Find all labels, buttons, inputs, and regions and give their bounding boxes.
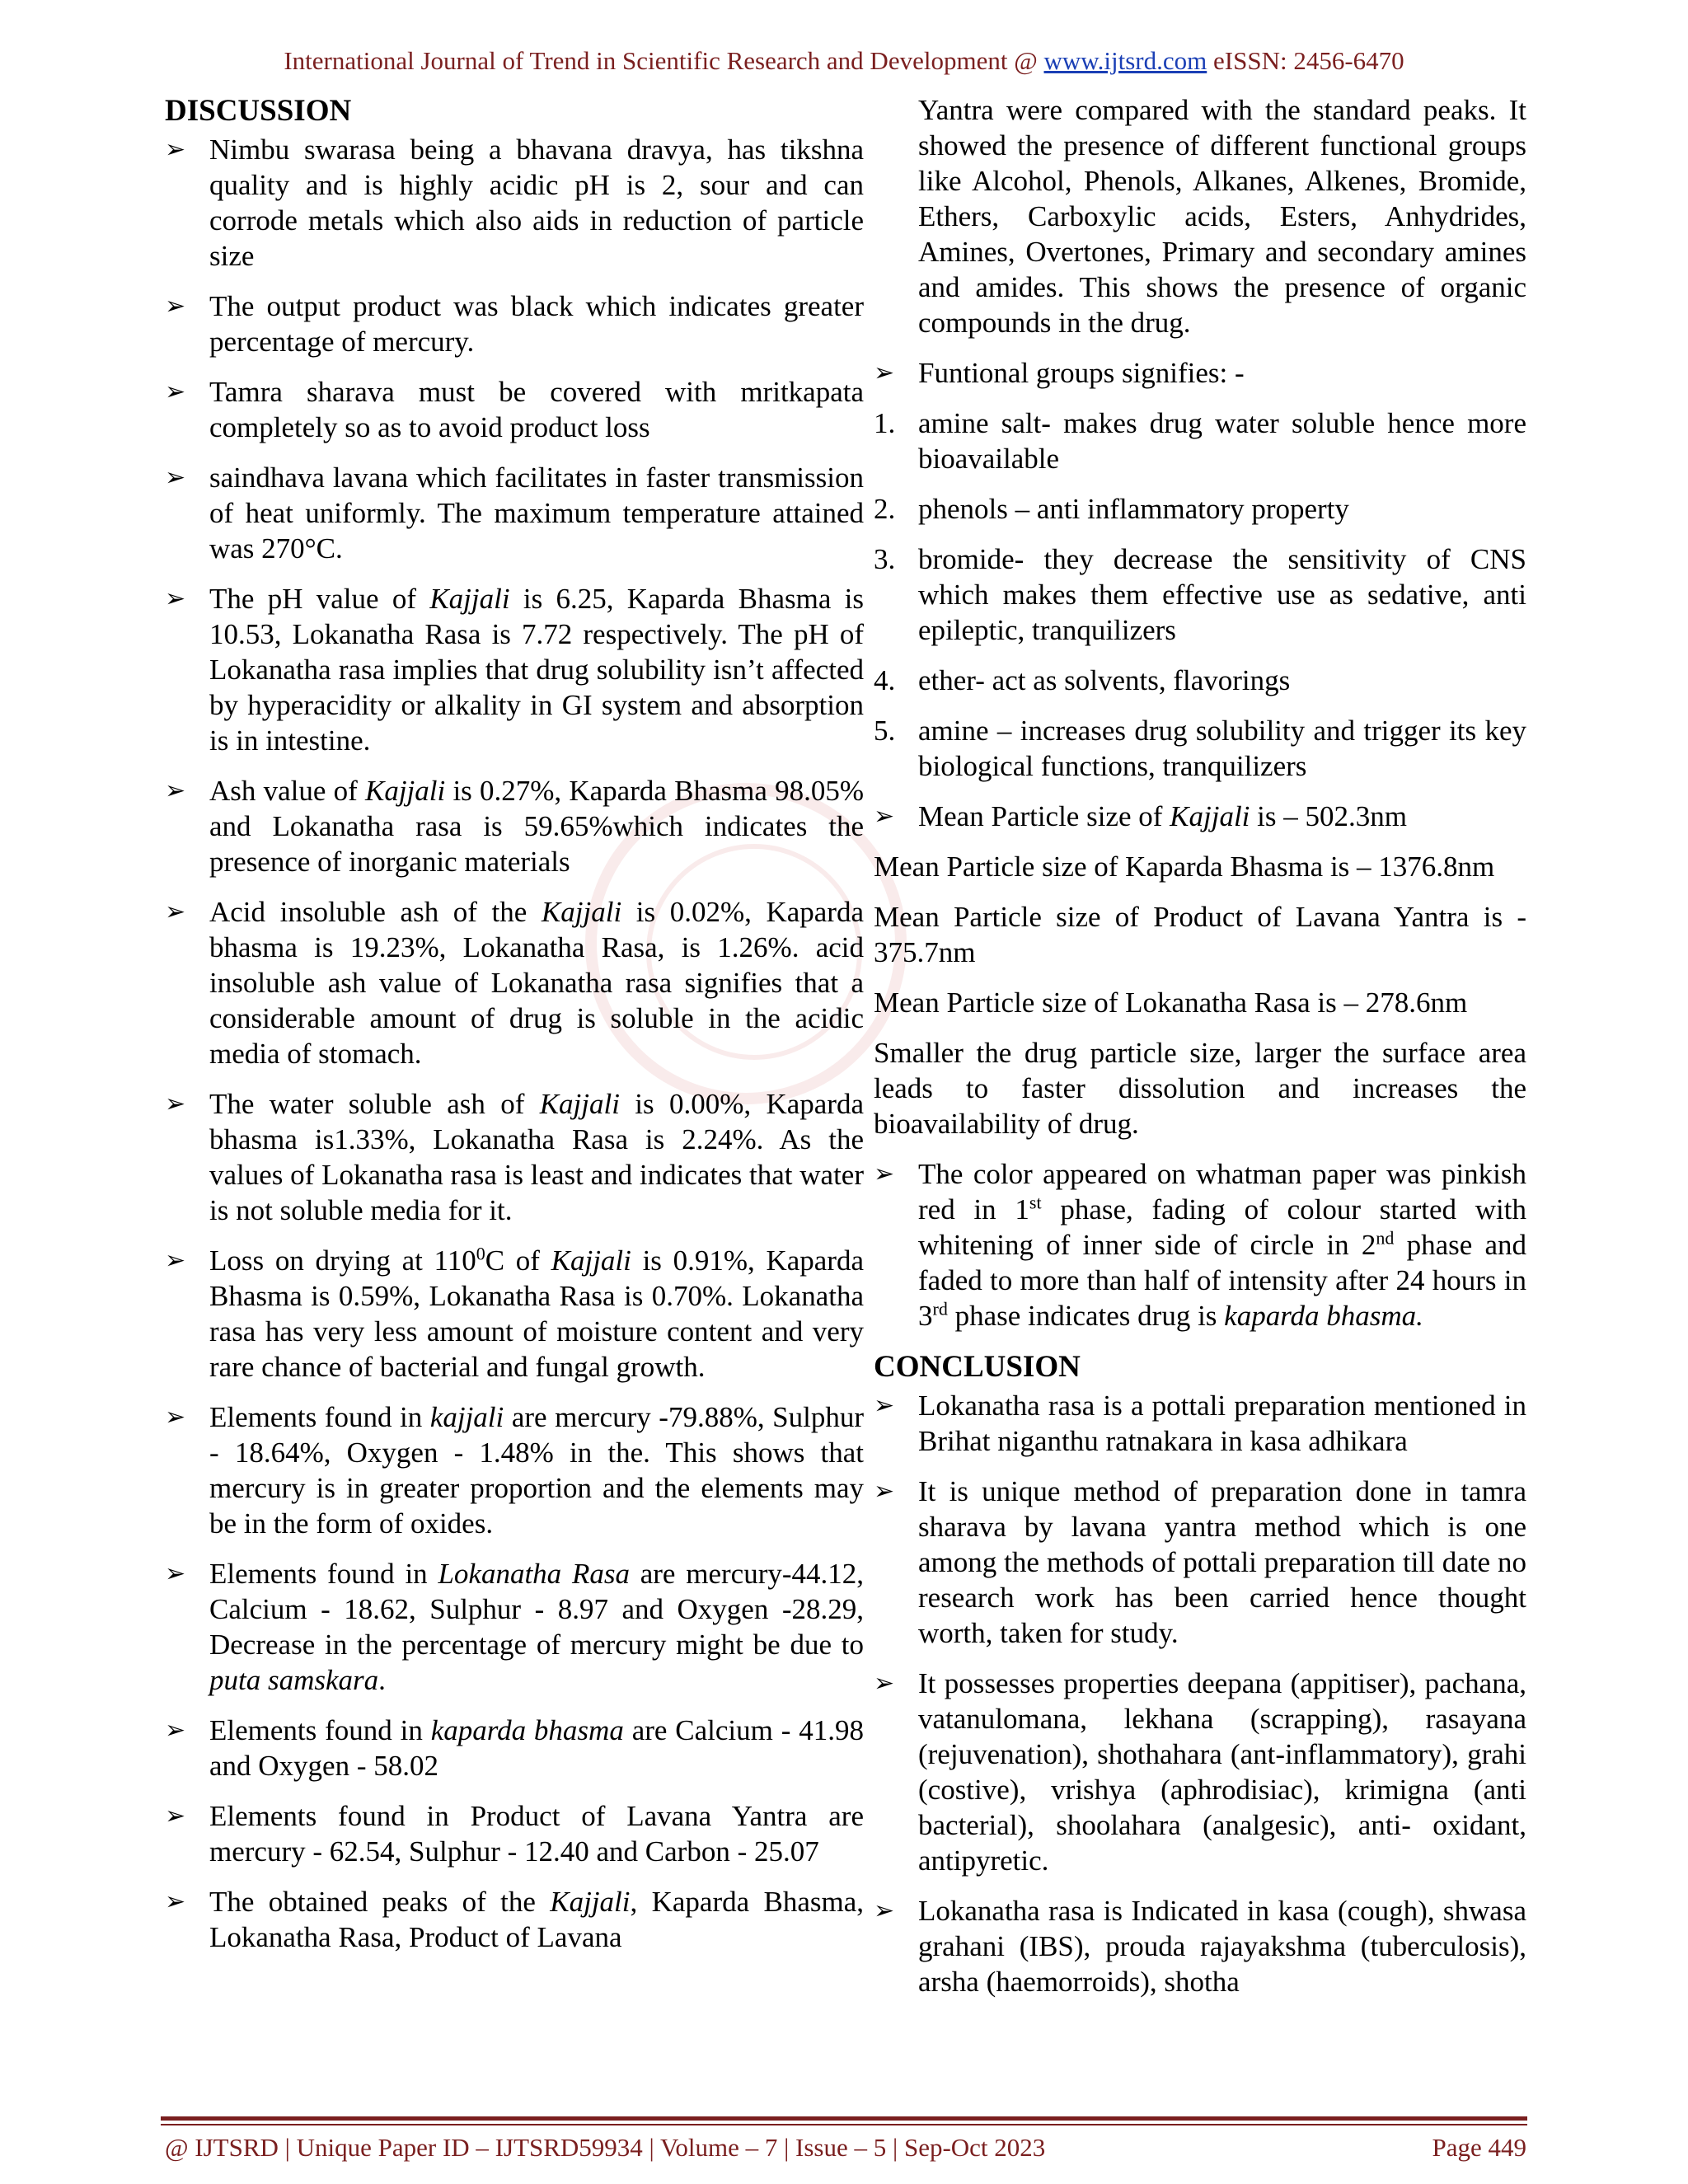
- footer-divider: [161, 2116, 1527, 2121]
- continued-paragraph: Yantra were compared with the standard peaks. It showed the presence of different functional groups like Alcohol, Phenols, Alkanes, Alkenes, Bromide, Ethers, Carboxylic acids, Esters, Anhydrides, Amines, Overtones, Primary and secondary amines and amides. This shows the presence of organic compounds in the drug.: [918, 94, 1526, 339]
- footer-divider-thin: [161, 2124, 1527, 2125]
- list-item: ➢ Lokanatha rasa is Indicated in kasa (cough), shwasa grahani (IBS), prouda rajayakshma (tuberculosis), arsha (haemorroids), shotha: [874, 1895, 1526, 1998]
- list-item: ➢ Lokanatha rasa is a pottali preparation mentioned in Brihat niganthu ratnakara in kasa adhikara: [874, 1390, 1526, 1457]
- list-item: ➢ The obtained peaks of the Kajjali, Kaparda Bhasma, Lokanatha Rasa, Product of Lavana: [165, 1886, 864, 1953]
- list-item: ➢ The pH value of Kajjali is 6.25, Kaparda Bhasma is 10.53, Lokanatha Rasa is 7.72 respectively. The pH of Lokanatha rasa implies that drug solubility isn’t affected by hyperacidity or alkality in GI system and absorption is in intestine.: [165, 583, 865, 757]
- numbered-item: 2. phenols – anti inflammatory property: [874, 493, 1349, 525]
- paragraph: Mean Particle size of Lokanatha Rasa is – 278.6nm: [874, 987, 1468, 1019]
- arrow-bullet-icon: ➢: [165, 898, 186, 926]
- arrow-bullet-icon: ➢: [165, 1716, 186, 1745]
- conclusion-heading: CONCLUSION: [874, 1350, 1081, 1384]
- arrow-bullet-icon: ➢: [874, 1669, 895, 1698]
- page-number: Page 449: [1432, 2133, 1526, 2162]
- paragraph: Smaller the drug particle size, larger the surface area leads to faster dissolution and increases the bioavailability of drug.: [874, 1037, 1526, 1140]
- running-footer: [165, 2133, 1526, 2163]
- arrow-bullet-icon: ➢: [165, 1559, 186, 1588]
- arrow-bullet-icon: ➢: [874, 1477, 895, 1506]
- footer-info: @ IJTSRD | Unique Paper ID – IJTSRD59934 | Volume – 7 | Issue – 5 | Sep-Oct 2023: [165, 2133, 1046, 2162]
- list-item: ➢ The water soluble ash of Kajjali is 0.00%, Kaparda bhasma is1.33%, Lokanatha Rasa is 2.24%. As the values of Lokanatha rasa is least and indicates that water is not soluble media for it.: [165, 1088, 864, 1226]
- arrow-bullet-icon: ➢: [874, 802, 895, 831]
- journal-link[interactable]: www.ijtsrd.com: [1043, 46, 1207, 75]
- list-item: ➢ Loss on drying at $110^0C$ of Kajjali is 0.91%, Kaparda Bhasma is 0.59%, Lokanatha Rasa is 0.70%. Lokanatha rasa has very less amount of moisture content and very rare chance of bacterial and fungal growth.: [165, 1243, 864, 1383]
- list-item: ➢ Elements found in Product of Lavana Yantra are mercury - 62.54, Sulphur - 12.40 and Carbon - 25.07: [165, 1800, 864, 1868]
- arrow-bullet-icon: ➢: [165, 377, 186, 406]
- header-text: International Journal of Trend in Scientific Research and Development @: [284, 46, 1044, 75]
- arrow-bullet-icon: ➢: [165, 1802, 186, 1830]
- arrow-bullet-icon: ➢: [874, 1391, 895, 1420]
- list-item: ➢ The color appeared on whatman paper was pinkish red in 1st phase, fading of colour started with whitening of inner side of circle in 2nd phase and faded to more than half of intensity after 24 hours in 3rd phase indicates drug is kaparda bhasma.: [874, 1158, 1526, 1332]
- list-item: ➢ It is unique method of preparation done in tamra sharava by lavana yantra method which is one among the methods of pottali preparation till date no research work has been carried hence thought worth, taken for study.: [874, 1475, 1526, 1649]
- list-item: ➢ It possesses properties deepana (appitiser), pachana, vatanulomana, lekhana (scrapping), rasayana (rejuvenation), shothahara (ant-inflammatory), grahi (costive), vrishya (aphrodisiac), krimigna (anti bacterial), shoolahara (analgesic), anti- oxidant, antipyretic.: [874, 1667, 1526, 1877]
- discussion-heading: DISCUSSION: [165, 94, 352, 128]
- arrow-bullet-icon: ➢: [874, 359, 895, 387]
- arrow-bullet-icon: ➢: [165, 776, 186, 805]
- list-item: ➢ Ash value of Kajjali is 0.27%, Kaparda Bhasma 98.05% and Lokanatha rasa is 59.65%which indicates the presence of inorganic materials: [165, 775, 864, 878]
- arrow-bullet-icon: ➢: [165, 463, 186, 492]
- numbered-item: 3. bromide- they decrease the sensitivity of CNS which makes them effective use as sedative, anti epileptic, tranquilizers: [874, 543, 1526, 646]
- list-item: ➢ Acid insoluble ash of the Kajjali is 0.02%, Kaparda bhasma is 19.23%, Lokanatha Rasa, is 1.26%. acid insoluble ash value of Lokanatha rasa signifies that a considerable amount of drug is soluble in the acidic media of stomach.: [165, 896, 864, 1070]
- list-item: ➢ Elements found in kajjali are mercury -79.88%, Sulphur - 18.64%, Oxygen - 1.48% in the. This shows that mercury is in greater proportion and the elements may be in the form of oxides.: [165, 1401, 865, 1540]
- left-column: [165, 92, 864, 1970]
- list-item: ➢ Nimbu swarasa being a bhavana dravya, has tikshna quality and is highly acidic pH is 2, sour and can corrode metals which also aids in reduction of particle size: [165, 134, 864, 272]
- numbered-item: 1. amine salt- makes drug water soluble hence more bioavailable: [874, 407, 1526, 475]
- paragraph: Mean Particle size of Product of Lavana Yantra is - 375.7nm: [874, 901, 1526, 968]
- arrow-bullet-icon: ➢: [165, 1887, 186, 1916]
- list-item: ➢ saindhava lavana which facilitates in faster transmission of heat uniformly. The maximum temperature attained was 270°C.: [165, 462, 864, 565]
- arrow-bullet-icon: ➢: [165, 1090, 186, 1118]
- numbered-item: 4. ether- act as solvents, flavorings: [874, 664, 1291, 696]
- list-item: ➢ The output product was black which indicates greater percentage of mercury.: [165, 290, 864, 358]
- list-item: ➢ Elements found in Lokanatha Rasa are mercury-44.12, Calcium - 18.62, Sulphur - 8.97 and Oxygen -28.29, Decrease in the percentage of mercury might be due to puta samskara.: [165, 1558, 865, 1696]
- arrow-bullet-icon: ➢: [165, 1403, 186, 1432]
- arrow-bullet-icon: ➢: [165, 1246, 186, 1275]
- arrow-bullet-icon: ➢: [165, 584, 186, 613]
- arrow-bullet-icon: ➢: [874, 1160, 895, 1188]
- list-item: ➢ Mean Particle size of Kajjali is – 502.3nm: [874, 800, 1407, 832]
- list-item: ➢ Elements found in kaparda bhasma are Calcium - 41.98 and Oxygen - 58.02: [165, 1714, 865, 1782]
- paragraph: Mean Particle size of Kaparda Bhasma is – 1376.8nm: [874, 851, 1495, 883]
- header-issn: eISSN: 2456-6470: [1207, 46, 1404, 75]
- arrow-bullet-icon: ➢: [165, 135, 186, 164]
- running-header: [0, 46, 1688, 76]
- arrow-bullet-icon: ➢: [874, 1896, 895, 1925]
- right-column: [874, 92, 1526, 2014]
- list-item: ➢ Tamra sharava must be covered with mritkapata completely so as to avoid product loss: [165, 376, 864, 443]
- list-item: ➢ Funtional groups signifies: -: [874, 357, 1245, 389]
- numbered-item: 5. amine – increases drug solubility and trigger its key biological functions, tranquilizers: [874, 715, 1526, 782]
- arrow-bullet-icon: ➢: [165, 292, 186, 321]
